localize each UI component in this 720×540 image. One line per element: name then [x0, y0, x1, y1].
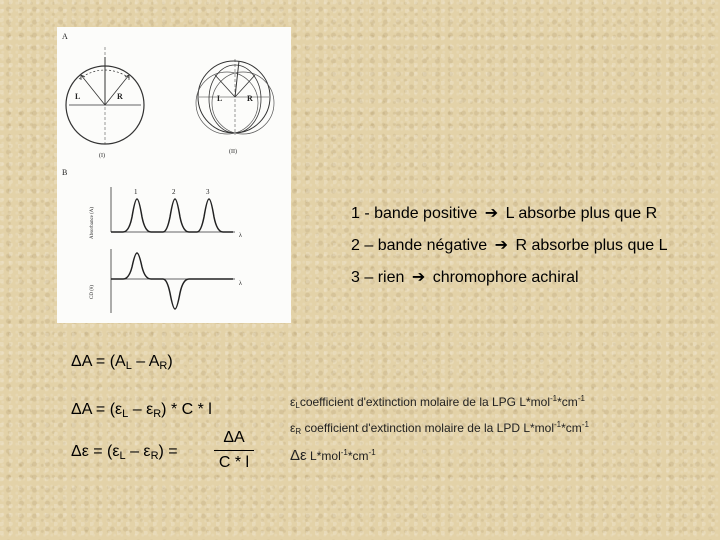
formula-2-part-c: ) * C * l: [161, 401, 212, 418]
fraction-bar: [214, 450, 254, 451]
formula-1-part-a: ΔA = (A: [71, 353, 126, 370]
note-3-sup-2: -1: [368, 448, 376, 457]
right-arrow-icon: ➔: [411, 269, 426, 286]
band-positive-line: [351, 203, 657, 223]
note-2-text: coefficient d'extinction molaire de la LPD L*mol: [301, 421, 555, 435]
formula-3-sub-r: R: [150, 450, 159, 462]
fraction-denominator: C * l: [218, 454, 250, 471]
formula-3-sub-l: L: [119, 450, 126, 462]
formula-2-sub-l: L: [122, 408, 129, 420]
note-3-sup-1: -1: [340, 448, 348, 457]
formula-1-part-b: – A: [131, 353, 160, 370]
lambda-top-label: λ: [239, 233, 242, 239]
left-R-label: R: [117, 92, 123, 101]
formula-2-sub-r: R: [153, 408, 162, 420]
formula-1-sub-r: R: [159, 360, 168, 372]
formula-delta-a: [71, 353, 173, 372]
formula-3-part-a: Δε = (ε: [71, 443, 120, 460]
panel-a-label: A: [62, 32, 68, 41]
fraction-delta-a-over-cl: [214, 429, 254, 472]
note-1-sup-2: -1: [577, 394, 585, 403]
formula-3-part-c: ) =: [158, 443, 178, 460]
band-3-end: chromophore achiral: [432, 269, 579, 286]
absorbance-axis-label: Absorbance (A): [90, 206, 95, 239]
formula-3-part-b: – ε: [125, 443, 151, 460]
right-R-label: R: [247, 94, 253, 103]
note-3-text: L*mol: [306, 449, 341, 463]
band-negative-line: [351, 235, 668, 255]
left-L-label: L: [75, 92, 81, 101]
note-1-text: coefficient d'extinction molaire de la LPG L*mol: [299, 395, 551, 409]
band-none-line: [351, 267, 579, 287]
peak-1-label: 1: [134, 188, 138, 196]
note-2-sup-1: -1: [554, 420, 562, 429]
fraction-numerator: ΔA: [223, 429, 245, 446]
right-arrow-icon: ➔: [494, 237, 508, 254]
note-2-mid: *cm: [561, 421, 582, 435]
label-ii: (II): [229, 149, 237, 155]
note-delta-epsilon: [290, 447, 376, 464]
label-i: (I): [99, 153, 105, 159]
formula-beer-lambert: [71, 401, 212, 420]
formula-delta-epsilon: [71, 443, 178, 462]
band-2-start: 2 – bande négative: [351, 237, 488, 254]
band-1-start: 1 - bande positive: [351, 205, 478, 222]
band-1-end: L absorbe plus que R: [505, 205, 658, 222]
cd-plot: [90, 249, 242, 313]
note-1-symbol: ε: [290, 395, 296, 409]
band-2-end: R absorbe plus que L: [515, 237, 668, 254]
note-epsilon-r: [290, 420, 589, 436]
figure-drawing: [57, 27, 291, 323]
note-epsilon-l: [290, 394, 585, 410]
formula-1-part-c: ): [167, 353, 173, 370]
right-arrow-icon: ➔: [484, 205, 499, 222]
note-1-mid: *cm: [557, 395, 578, 409]
circle-diagram-i: [66, 47, 144, 159]
note-2-sub: R: [295, 427, 302, 436]
note-2-symbol: ε: [290, 421, 296, 435]
formula-2-part-b: – ε: [128, 401, 154, 418]
peak-2-label: 2: [172, 188, 176, 196]
peak-3-label: 3: [206, 188, 210, 196]
formula-2-part-a: ΔA = (ε: [71, 401, 123, 418]
right-L-label: L: [217, 94, 223, 103]
formula-1-sub-l: L: [125, 360, 132, 372]
band-3-start: 3 – rien: [351, 269, 405, 286]
panel-b-label: B: [62, 168, 68, 177]
note-3-mid: *cm: [347, 449, 369, 463]
note-1-sup-1: -1: [550, 394, 558, 403]
note-3-symbol: Δε: [290, 447, 307, 464]
circular-dichroism-figure: [57, 27, 291, 323]
absorbance-plot: [90, 187, 242, 239]
note-2-sup-2: -1: [581, 420, 589, 429]
note-1-sub: L: [295, 401, 300, 410]
cd-axis-label: CD (θ): [90, 285, 95, 299]
lambda-bottom-label: λ: [239, 281, 242, 287]
circle-diagram-ii: [196, 59, 274, 155]
